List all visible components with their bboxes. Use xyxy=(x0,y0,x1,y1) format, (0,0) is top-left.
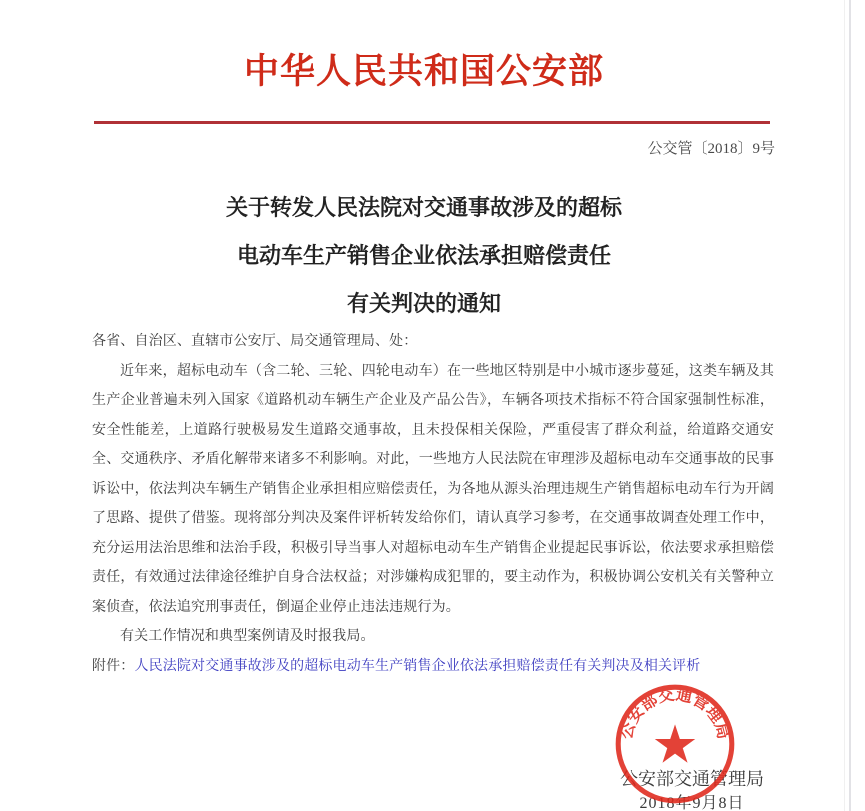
document-number: 公交管〔2018〕9号 xyxy=(647,141,775,157)
document-body xyxy=(92,327,774,681)
document-title-line-3: 有关判决的通知 xyxy=(346,291,501,316)
salutation-line: 各省、自治区、直辖市公安厅、局交通管理局、处： xyxy=(92,334,418,349)
red-divider-line xyxy=(94,121,770,124)
body-paragraph-2: 有关工作情况和典型案例请及时报我局。 xyxy=(120,629,375,644)
seal-star-icon: ★ xyxy=(651,714,699,776)
signature-date: 2018年9月8日 xyxy=(639,795,745,811)
signer-name: 公安部交通管理局 xyxy=(620,769,764,789)
seal-ring-text: 公安部交通管理局 xyxy=(617,685,733,742)
page-edge-shadow xyxy=(849,0,851,811)
page-edge-shadow-outer xyxy=(844,0,845,811)
document-title-line-1: 关于转发人民法院对交通事故涉及的超标 xyxy=(225,195,622,220)
attachment-link[interactable]: 人民法院对交通事故涉及的超标电动车生产销售企业依法承担赔偿责任有关判决及相关评析 xyxy=(134,658,701,674)
issuing-authority-header: 中华人民共和国公安部 xyxy=(243,52,604,91)
body-paragraph-1: 近年来，超标电动车（含二轮、三轮、四轮电动车）在一些地区特别是中小城市逐步蔓延，这类车辆及其生产企业普遍未列入国家《道路机动车辆生产企业及产品公告》，车辆各项技术指标不符合国家强制性标准，安全性能差，上道路行驶极易发生道路交通事故，且未投保相关保险，严重侵害了群众利益，给道路交通安全、交通秩序、矛盾化解带来诸多不利影响。对此，一些地方人民法院在审理涉及超标电动车交通事故的民事诉讼中，依法判决车辆生产销售企业承担相应赔偿责任，为各地从源头治理违规生产销售超标电动车行为开阔了思路、提供了借鉴。现将部分判决及案件评析转发给你们，请认真学习参考，在交通事故调查处理工作中，充分运用法治思维和法治手段，积极引导当事人对超标电动车生产销售企业提起民事诉讼，依法要求承担赔偿责任，有效通过法律途径维护自身合法权益；对涉嫌构成犯罪的，要主动作为，积极协调公安机关有关警种立案侦查，依法追究刑事责任，倒逼企业停止违法违规行为。 xyxy=(92,363,774,615)
signature-block xyxy=(602,766,782,811)
attachment-line xyxy=(92,652,774,682)
attachment-label: 附件： xyxy=(92,658,135,674)
document-title-line-2: 电动车生产销售企业依法承担赔偿责任 xyxy=(236,243,611,268)
document-title xyxy=(0,184,848,328)
